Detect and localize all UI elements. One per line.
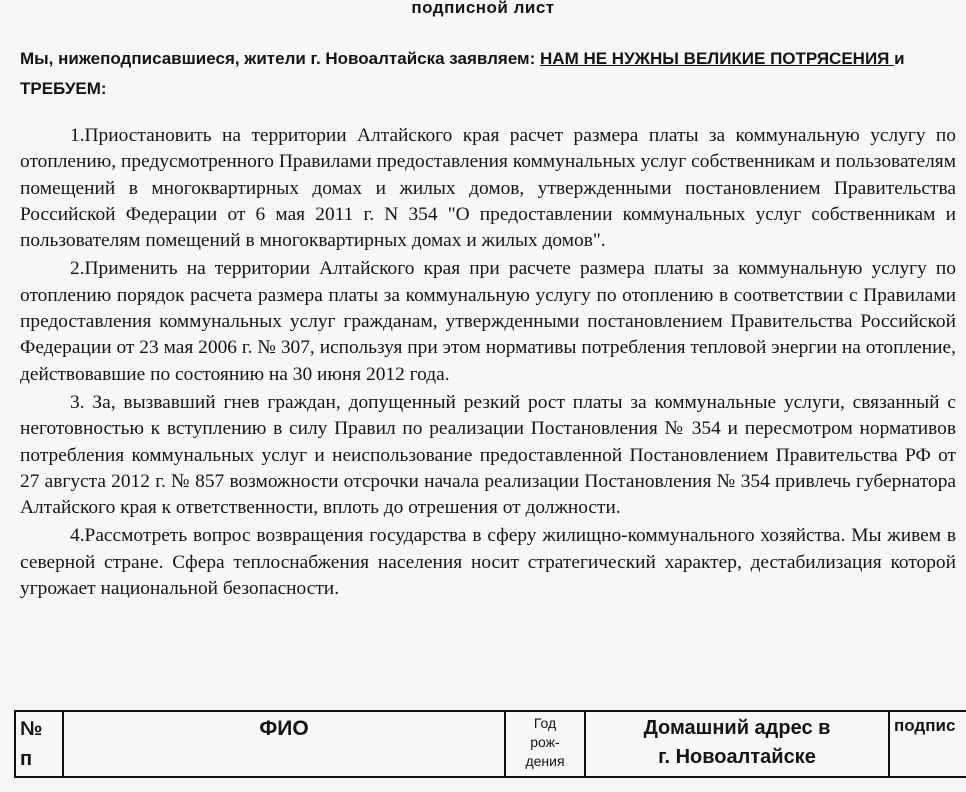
col-header-number-line1: № — [20, 718, 43, 740]
col-header-number-line2: п — [20, 748, 33, 770]
signature-table — [14, 710, 966, 778]
col-header-address-line1: Домашний адрес в — [643, 717, 831, 739]
demand-paragraph-1: 1.Приостановить на территории Алтайского края расчет размера платы за коммунальную услугу по отоплению, предусмотренного Правилами предоставления коммунальных услуг собственникам и пользователям помещений в многоквартирных домах и жилых домов, утвержденными постановлением Правительства Российской Федерации от 6 мая 2011 г. N 354 "О предоставлении коммунальных услуг собственникам и пользователям помещений в многоквартирных домах и жилых домов". — [20, 125, 956, 252]
page-title: подписной лист — [411, 0, 555, 17]
demand-paragraph-2: 2.Применить на территории Алтайского края при расчете размера платы за коммунальную услугу по отоплению порядок расчета размера платы за коммунальную услугу по отоплению в соответствии с Правилами предоставления коммунальных услуг гражданам, утвержденными постановлением Правительства Российской Федерации от 23 мая 2006 г. № 307, используя при этом нормативы потребления тепловой энергии на отопление, действовавшие по состоянию на 30 июня 2012 года. — [20, 258, 956, 385]
demand-paragraph-3: 3. За, вызвавший гнев граждан, допущенный резкий рост платы за коммунальные услуги, связанный с неготовностью к вступлению в силу Правил по реализации Постановления № 354 и пересмотром нормативов потребления коммунальных услуг и неиспользование предоставленной Постановлением Правительства РФ от 27 августа 2012 г. № 857 возможности отсрочки начала реализации Постановления № 354 привлечь губернатора Алтайского края к ответственности, вплоть до отрешения от должности. — [20, 391, 956, 519]
intro-slogan: НАМ НЕ НУЖНЫ ВЕЛИКИЕ ПОТРЯСЕНИЯ — [540, 49, 895, 68]
intro-statement — [20, 44, 950, 104]
signature-table-header — [15, 711, 966, 777]
intro-suffix: и — [894, 49, 905, 68]
intro-prefix: Мы, нижеподписавшиеся, жители г. Новоалтайска заявляем: — [20, 49, 541, 68]
col-header-year-line3: дения — [525, 753, 565, 769]
col-header-birth-year — [505, 711, 585, 777]
demands-body — [20, 123, 956, 602]
col-header-fio: ФИО — [63, 711, 505, 777]
col-header-year-line2: рож- — [530, 734, 560, 750]
col-header-address-line2: г. Новоалтайске — [658, 746, 816, 768]
demand-paragraph-4: 4.Рассмотреть вопрос возвращения государства в сферу жилищно-коммунального хозяйства. Мы живем в северной стране. Сфера теплоснабжения населения носит стратегический характер, дестабилизация которой угрожает национальной безопасности. — [20, 525, 956, 600]
col-header-address — [585, 711, 889, 777]
col-header-signature: подпис — [889, 711, 966, 777]
col-header-year-line1: Год — [533, 715, 557, 731]
col-header-number — [15, 711, 63, 777]
intro-demand: ТРЕБУЕМ: — [20, 79, 107, 98]
